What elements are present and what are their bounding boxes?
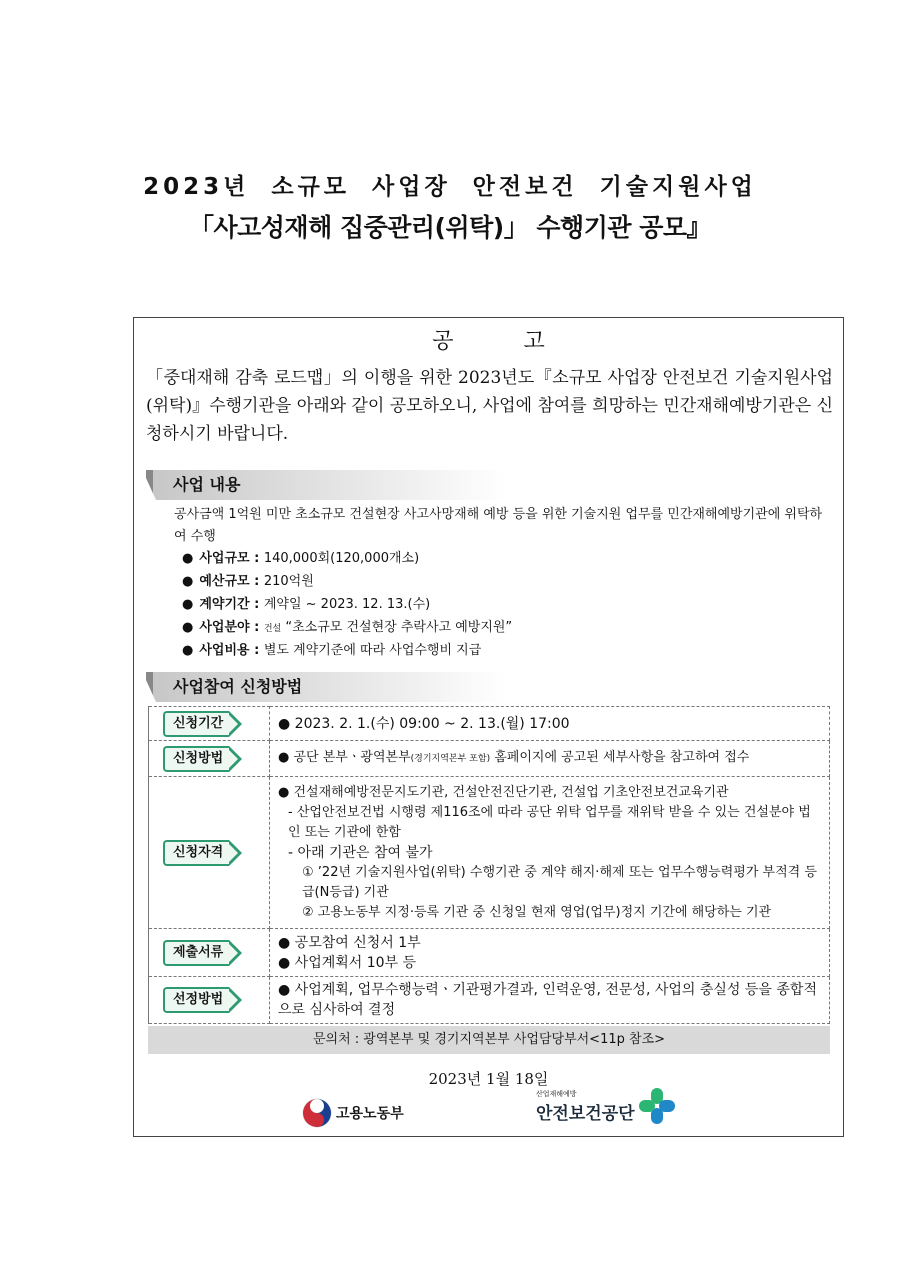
contact-bar: 문의처 : 광역본부 및 경기지역본부 사업담당부서<11p 참조>: [148, 1026, 830, 1054]
business-description: 공사금액 1억원 미만 초소규모 건설현장 사고사망재해 예방 등을 위한 기술지원 업무를 민간재해예방기관에 위탁하여 수행: [174, 507, 823, 544]
item-value: 210억원: [263, 574, 314, 589]
method-value: 공단 본부ㆍ광역본부: [293, 750, 411, 765]
table-row: 신청기간 ● 2023. 2. 1.(수) 09:00 ~ 2. 13.(월) 17:00: [149, 707, 830, 741]
notice-intro: 「중대재해 감축 로드맵」의 이행을 위한 2023년도『소규모 사업장 안전보건 기술지원사업(위탁)』수행기관을 아래와 같이 공모하오니, 사업에 참여를 희망하는 민간재해예방기관은 신청하시기 바랍니다.: [146, 368, 833, 444]
ministry-logo: [302, 1098, 404, 1128]
selection-value: 사업계획, 업무수행능력ㆍ기관평가결과, 인력운영, 전문성, 사업의 충실성 등을 종합적으로 심사하여 결정: [278, 982, 817, 1018]
qualification-sub1: - 산업안전보건법 시행령 제116조에 따라 공단 위탁 업무를 재위탁 받을 수 있는 건설분야 법인 또는 기관에 한함: [288, 804, 811, 840]
item-key: 계약기간: [199, 597, 250, 612]
table-row: 신청방법 ● 공단 본부ㆍ광역본부(경기지역본부 포함) 홈페이지에 공고된 세부사항을 참고하여 접수: [149, 741, 830, 777]
business-item: ● 사업분야 : 건설 “초소규모 건설현장 추락사고 예방지원”: [182, 620, 513, 635]
qualification-exclusion-2: ② 고용노동부 지정·등록 기관 중 신청일 현재 영업(업무)정지 기간에 해당하는 기관: [302, 904, 772, 920]
business-item: ● 예산규모 : 210억원: [182, 574, 314, 589]
section-heading-business: 사업 내용: [146, 470, 506, 500]
item-key: 예산규모: [199, 574, 250, 589]
notice-date: 2023년 1월 18일: [428, 1070, 549, 1088]
section-heading-application: 사업참여 신청방법: [146, 672, 506, 702]
agency-subtitle: 산업재해예방: [536, 1089, 577, 1098]
method-value-rest: 홈페이지에 공고된 세부사항을 참고하여 접수: [490, 750, 750, 765]
business-item: ● 계약기간 : 계약일 ~ 2023. 12. 13.(수): [182, 597, 431, 612]
document-item: 공모참여 신청서 1부: [294, 934, 421, 951]
agency-cross-icon: [637, 1086, 677, 1126]
item-key: 사업분야: [199, 620, 250, 635]
business-item: ● 사업규모 : 140,000회(120,000개소): [182, 551, 420, 566]
qualification-exclusion-1: ① ’22년 기술지원사업(위탁) 수행기관 중 계약 해지·해제 또는 업무수행능력평가 부적격 등급(N등급) 기관: [302, 864, 817, 900]
item-key: 사업비용: [199, 643, 250, 658]
method-note: (경기지역본부 포함): [410, 754, 491, 764]
label-badge: 신청기간: [163, 711, 229, 737]
table-row: [149, 777, 830, 929]
label-badge: 신청자격: [163, 840, 229, 866]
label-badge: 선정방법: [163, 987, 229, 1013]
item-value: “초소규모 건설현장 추락사고 예방지원”: [285, 620, 513, 635]
label-badge: 제출서류: [163, 940, 229, 966]
notice-box: [133, 317, 844, 1137]
table-row: 선정방법 ● 사업계획, 업무수행능력ㆍ기관평가결과, 인력운영, 전문성, 사업의 충실성 등을 종합적으로 심사하여 결정: [149, 977, 830, 1024]
title-line-1: 2023년 소규모 사업장 안전보건 기술지원사업: [143, 174, 757, 200]
agency-name: 안전보건공단: [536, 1103, 635, 1124]
title-line-2: 「사고성재해 집중관리(위탁)」 수행기관 공모』: [188, 213, 711, 242]
business-item: ● 사업비용 : 별도 계약기준에 따라 사업수행비 지급: [182, 643, 482, 658]
qualification-main: ● 건설재해예방전문지도기관, 건설안전진단기관, 건설업 기초안전보건교육기관: [278, 784, 729, 800]
ministry-name: 고용노동부: [336, 1106, 404, 1122]
item-value: 계약일 ~ 2023. 12. 13.(수): [263, 597, 431, 612]
application-table: [148, 706, 830, 1024]
notice-heading: 공고: [432, 329, 615, 354]
item-key: 사업규모: [199, 551, 250, 566]
qualification-main-text: 건설재해예방전문지도기관, 건설안전진단기관, 건설업 기초안전보건교육기관: [293, 784, 729, 800]
label-badge: 신청방법: [163, 746, 229, 772]
item-value: 별도 계약기준에 따라 사업수행비 지급: [263, 643, 482, 658]
period-value: 2023. 2. 1.(수) 09:00 ~ 2. 13.(월) 17:00: [294, 715, 570, 732]
document-item: 사업계획서 10부 등: [294, 954, 417, 971]
qualification-sub2: - 아래 기관은 참여 불가: [288, 844, 433, 861]
taegeuk-icon: [302, 1098, 332, 1128]
table-row: 제출서류 ● 공모참여 신청서 1부 ● 사업계획서 10부 등: [149, 929, 830, 977]
item-prefix: 건설: [263, 624, 282, 634]
item-value: 140,000회(120,000개소): [263, 551, 420, 566]
agency-logo: [536, 1086, 677, 1126]
